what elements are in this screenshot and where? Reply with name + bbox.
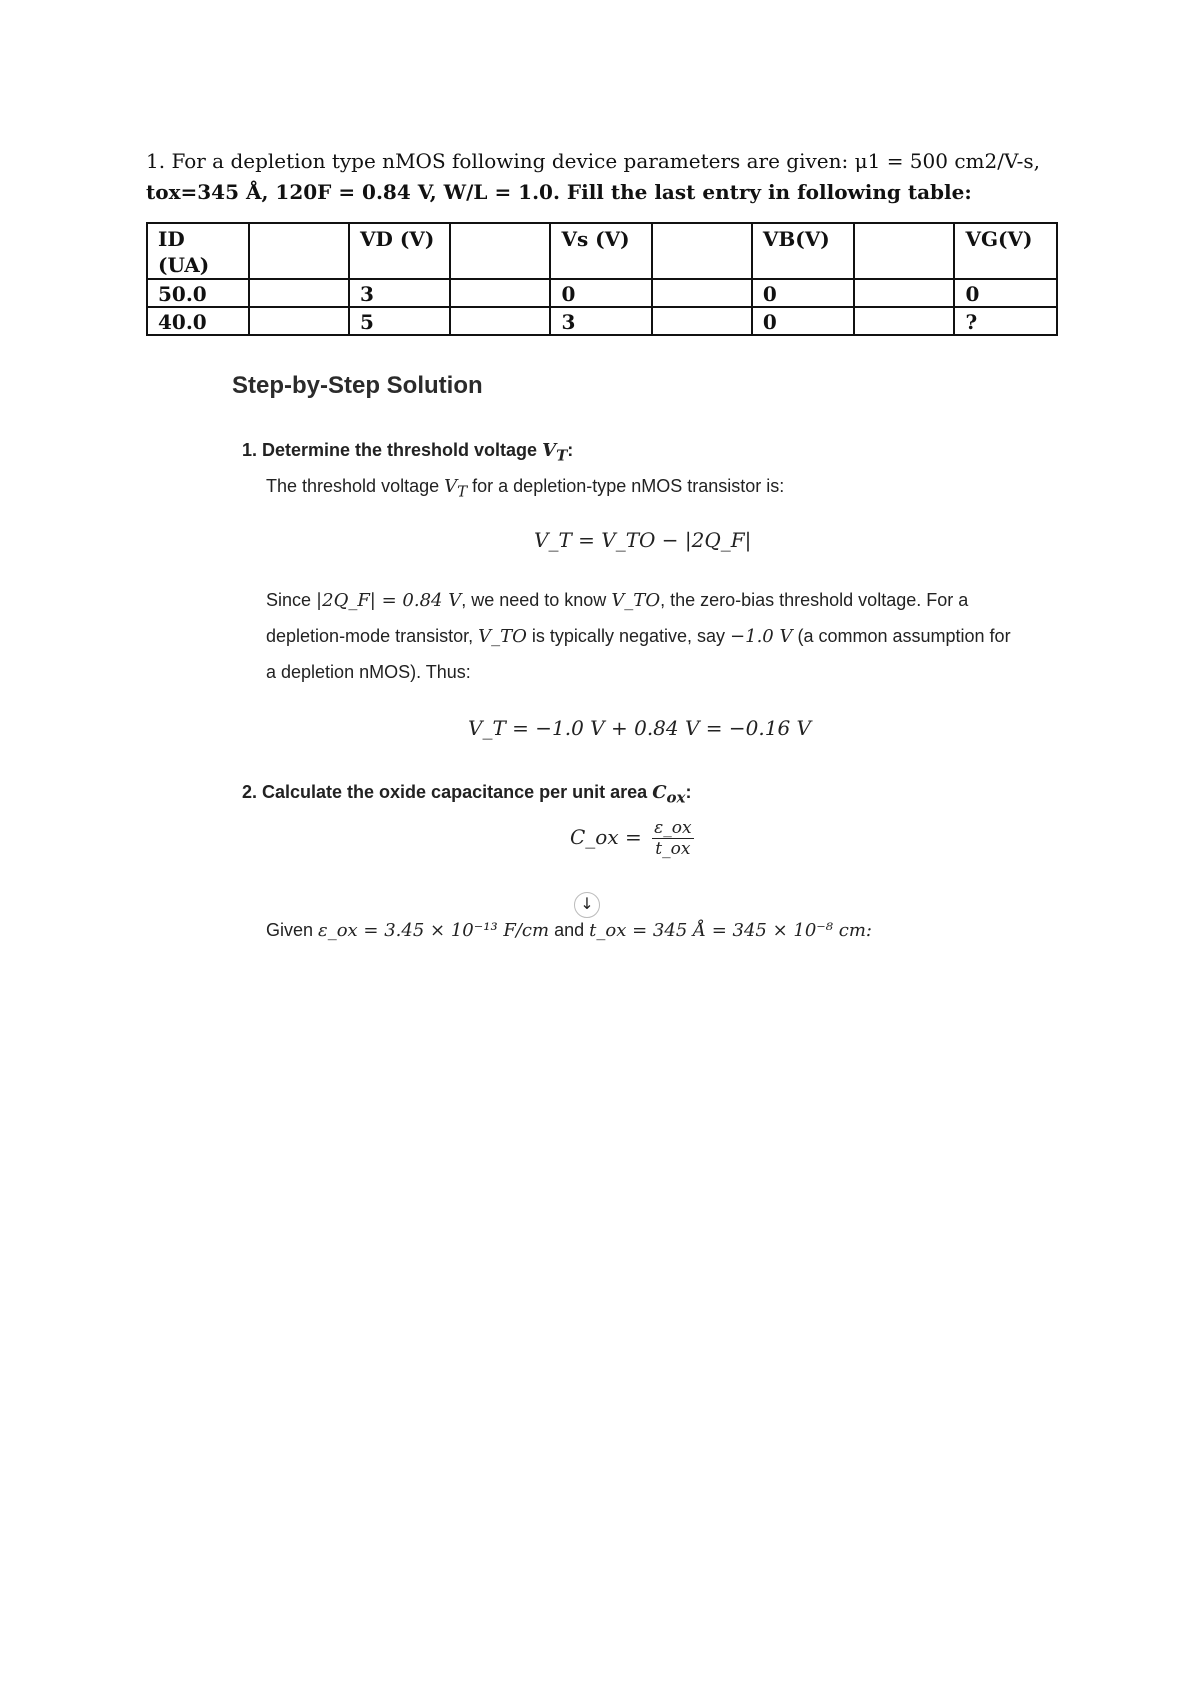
p1-a: Since [266,590,312,610]
equation-vt-result [468,716,811,740]
step1-intro-b: for a depletion-type nMOS transistor is: [472,476,785,496]
header-vg: VG(V) [954,223,1057,279]
table-cell-unknown: ? [954,307,1057,335]
header-blank [652,223,752,279]
p1-d: V_TO [611,590,661,611]
table-cell: 0 [752,307,854,335]
vt-inline: $V_T$ [444,476,468,501]
cox-numerator: ε_ox [654,818,692,838]
header-vd: VD (V) [349,223,450,279]
step1-heading: 1. Determine the threshold voltage $V_T$: [242,440,574,465]
cox-symbol: $C_{ox}$ [652,782,686,807]
p2-a: depletion-mode transistor, [266,626,474,646]
table-cell: 50.0 [147,279,249,307]
scroll-down-icon[interactable]: ↓ [574,892,600,918]
header-id: ID (UA) [147,223,249,279]
table-cell [450,279,550,307]
p2-b: V_TO [478,626,527,647]
header-vb: VB(V) [752,223,854,279]
p2-c: is typically negative, say [531,626,726,646]
table-row [147,307,1057,335]
question-text [146,146,1076,208]
table-cell [854,279,954,307]
given-c: and [554,920,585,940]
step1-paragraph-line3: a depletion nMOS). Thus: [266,662,471,682]
table-cell [854,307,954,335]
vt-symbol: $V_T$ [542,440,568,465]
p2-d: −1.0 V [730,626,793,647]
step1-paragraph-line2 [266,626,1011,647]
p1-e: , the zero-bias threshold voltage. For a [660,590,969,610]
table-cell: 3 [550,307,651,335]
solution-title: Step-by-Step Solution [232,372,483,399]
table-row [147,279,1057,307]
table-cell [249,279,349,307]
table-cell: 3 [349,279,450,307]
question-line-2: tox=345 Å, 120F = 0.84 V, W/L = 1.0. Fill the last entry in following table: [146,180,972,204]
cox-denominator: t_ox [655,839,691,859]
table-cell: 5 [349,307,450,335]
step2-given [266,920,872,941]
table-cell [249,307,349,335]
header-blank [249,223,349,279]
step1-paragraph-line1 [266,590,968,611]
step1-intro [266,476,784,501]
table-cell [450,307,550,335]
table-header-row [147,223,1057,279]
header-blank [450,223,550,279]
step1-heading-text: 1. Determine the threshold voltage [242,440,538,460]
given-b: ε_ox = 3.45 × 10⁻¹³ F/cm [318,920,550,941]
equation-vt-definition [534,528,751,552]
table-cell [652,307,752,335]
step1-intro-a: The threshold voltage [266,476,440,496]
table-cell: 40.0 [147,307,249,335]
equation-vt-result-text: V_T = −1.0 V + 0.84 V = −0.16 V [468,716,811,740]
equation-vt-definition-text: V_T = V_TO − |2Q_F| [534,528,752,552]
cox-lhs: C_ox = [570,825,642,849]
question-line-1: 1. For a depletion type nMOS following device parameters are given: μ1 = 500 cm2/V-s, [146,149,1040,173]
p1-b: |2Q_F| = 0.84 V [316,590,462,611]
table-cell: 0 [954,279,1057,307]
header-blank [854,223,954,279]
table-cell: 0 [752,279,854,307]
cox-fraction [652,818,693,859]
step2-heading-text: 2. Calculate the oxide capacitance per unit area [242,782,648,802]
equation-cox [570,818,698,859]
p1-c: , we need to know [461,590,607,610]
table-cell [652,279,752,307]
table-cell: 0 [550,279,651,307]
device-parameter-table [146,222,1058,336]
given-d: t_ox = 345 Å = 345 × 10⁻⁸ cm: [589,920,872,941]
p2-e: (a common assumption for [797,626,1011,646]
given-a: Given [266,920,314,940]
header-vs: Vs (V) [550,223,651,279]
step2-heading: 2. Calculate the oxide capacitance per unit area $C_{ox}$: [242,782,692,807]
